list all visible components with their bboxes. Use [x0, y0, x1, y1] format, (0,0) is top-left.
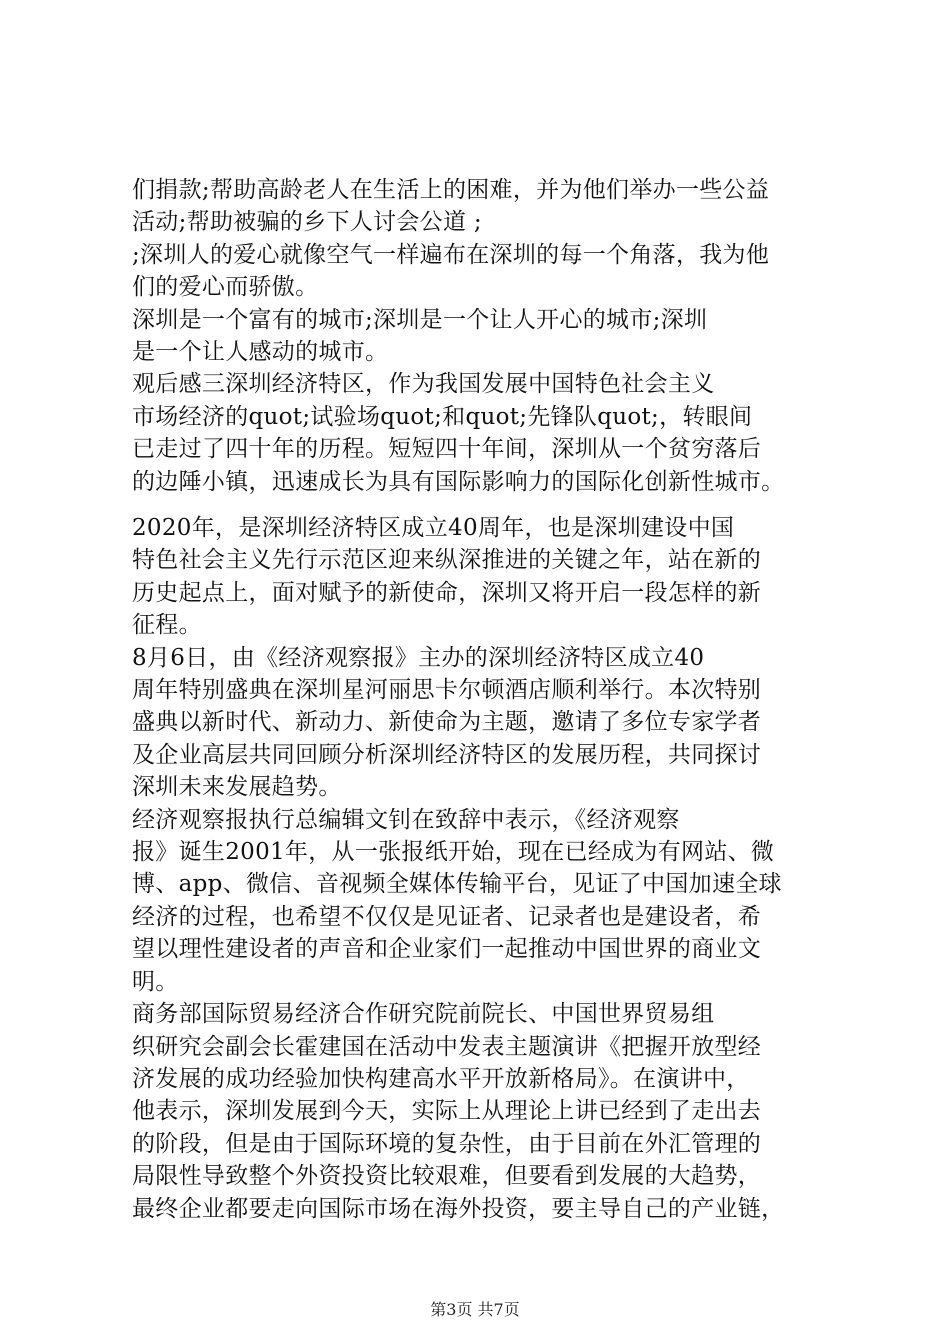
text-line: 8月6日，由《经济观察报》主办的深圳经济特区成立40 [132, 644, 705, 671]
text-line: 是一个让人感动的城市。 [132, 339, 389, 366]
text-line: ;深圳人的爱心就像空气一样遍布在深圳的每一个角落，我为他 [132, 241, 770, 268]
paragraph [132, 512, 832, 642]
text-line: 们捐款;帮助高龄老人在生活上的困难，并为他们举办一些公益 [132, 177, 770, 203]
text-block-1 [132, 174, 832, 498]
page-footer: 第3页 共7页 [430, 1300, 520, 1319]
text-line: 周年特别盛典在深圳星河丽思卡尔顿酒店顺利举行。本次特别 [132, 677, 762, 704]
text-line: 活动;帮助被骗的乡下人讨会公道 ; [132, 209, 482, 236]
text-line: 博、app、微信、音视频全媒体传输平台，见证了中国加速全球 [132, 871, 782, 898]
text-line: 深圳是一个富有的城市;深圳是一个让人开心的城市;深圳 [132, 306, 708, 333]
text-line: 济发展的成功经验加快构建高水平开放新格局》。在演讲中， [132, 1065, 750, 1092]
text-line: 局限性导致整个外资投资比较艰难，但要看到发展的大趋势， [132, 1163, 762, 1190]
text-line: 盛典以新时代、新动力、新使命为主题，邀请了多位专家学者 [132, 709, 762, 736]
text-line: 他表示，深圳发展到今天，实际上从理论上讲已经到了走出去 [132, 1098, 762, 1125]
text-line: 报》诞生2001年，从一张报纸开始，现在已经成为有网站、微 [132, 839, 775, 866]
text-line: 已走过了四十年的历程。短短四十年间，深圳从一个贫穷落后 [132, 436, 762, 463]
paragraph [132, 174, 832, 304]
text-line: 深圳未来发展趋势。 [132, 774, 342, 801]
paragraph [132, 304, 832, 369]
text-line: 特色社会主义先行示范区迎来纵深推进的关键之年，站在新的 [132, 547, 762, 574]
text-line: 历史起点上，面对赋予的新使命，深圳又将开启一段怎样的新 [132, 579, 762, 606]
text-line: 征程。 [132, 612, 202, 639]
text-line: 市场经济的quot;试验场quot;和quot;先锋队quot;，转眼间 [132, 403, 753, 430]
text-line: 望以理性建设者的声音和企业家们一起推动中国世界的商业文 [132, 936, 762, 963]
paragraph [132, 998, 832, 1225]
text-line: 经济观察报执行总编辑文钊在致辞中表示，《经济观察 [132, 806, 680, 833]
text-line: 们的爱心而骄傲。 [132, 274, 319, 301]
paragraph [132, 804, 832, 998]
text-line: 的阶段，但是由于国际环境的复杂性，由于目前在外汇管理的 [132, 1130, 762, 1157]
text-line: 明。 [132, 968, 179, 995]
text-line: 最终企业都要走向国际市场在海外投资，要主导自己的产业链， [132, 1195, 785, 1222]
text-line: 2020年，是深圳经济特区成立40周年，也是深圳建设中国 [132, 515, 735, 541]
paragraph [132, 368, 832, 498]
text-line: 及企业高层共同回顾分析深圳经济特区的发展历程，共同探讨 [132, 741, 762, 768]
text-line: 织研究会副会长霍建国在活动中发表主题演讲《把握开放型经 [132, 1033, 762, 1060]
text-line: 经济的过程，也希望不仅仅是见证者、记录者也是建设者，希 [132, 903, 762, 930]
text-block-2 [132, 512, 832, 1225]
text-line: 商务部国际贸易经济合作研究院前院长、中国世界贸易组 [132, 1001, 715, 1028]
text-line: 的边陲小镇，迅速成长为具有国际影响力的国际化创新性城市。 [132, 468, 785, 495]
paragraph [132, 642, 832, 804]
text-line: 观后感三深圳经济特区，作为我国发展中国特色社会主义 [132, 371, 715, 398]
